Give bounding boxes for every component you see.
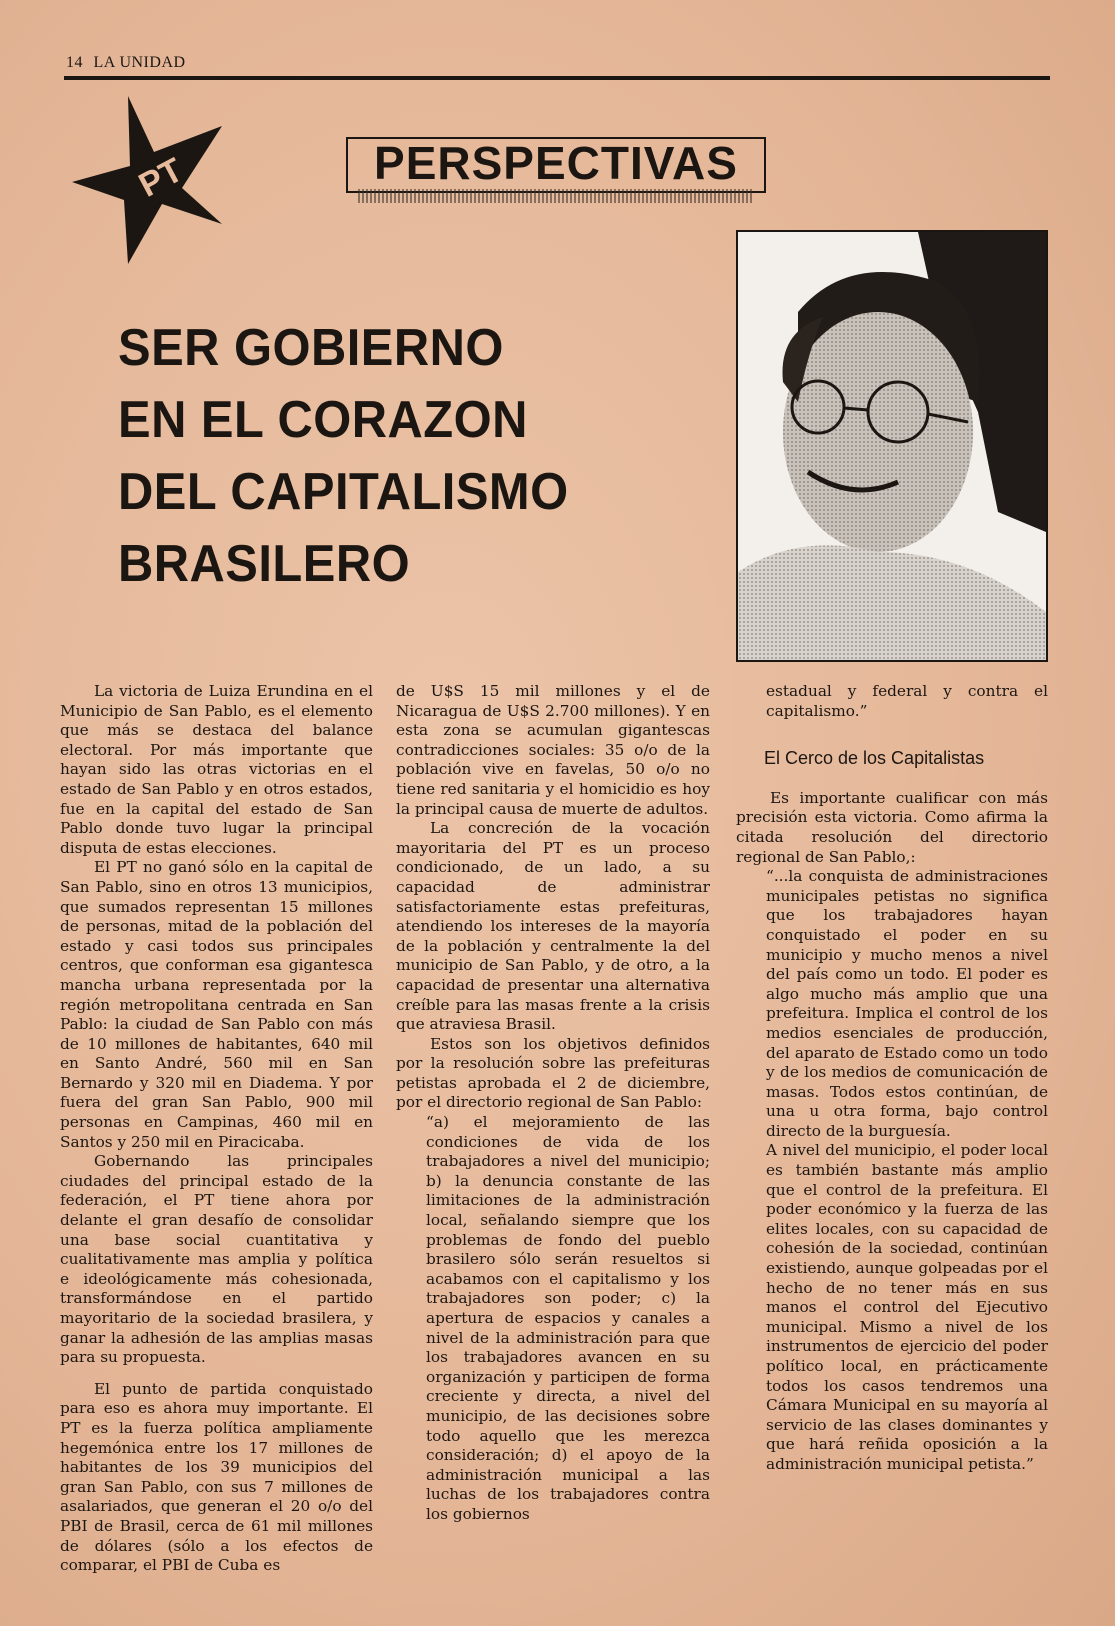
paragraph: El PT no ganó sólo en la capital de San Pablo, sino en otros 13 municipios, que sumados representan 15 millones de personas, mitad de la población del estado y casi todos sus principales centros, que conforman esa gigantesca mancha urbana representada por la región metropolitana centrada en San Pablo: la ciudad de San Pablo con más de 10 millones de habitantes, 640 mil en Santo André, 560 mil en San Bernardo y 320 mil en Diadema. Y por fuera del gran San Pablo, 900 mil personas en Campinas, 460 mil en Santos y 250 mil en Piracicaba. [60,858,373,1151]
paragraph: La victoria de Luiza Erundina en el Municipio de San Pablo, es el elemento que más se destaca del balance electoral. Por más importante que hayan sido las otras victorias en el estado de San Pablo y en otros estados, fue en la capital del estado de San Pablo donde tuvo lugar la principal disputa de estas elecciones. [60,682,373,857]
section-title: PERSPECTIVAS [374,137,738,189]
headline-line: SER GOBIERNO [118,319,504,377]
paragraph: Es importante cualificar con más precisión esta victoria. Como afirma la citada resolución del directorio regional de San Pablo,: [736,788,1048,866]
publication-name: LA UNIDAD [93,54,186,71]
paragraph: A nivel del municipio, el poder local es también bastante más amplio que el control de la prefeitura. El poder económico y la fuerza de las elites locales, con su capacidad de cohesión de la sociedad, continúan existiendo, aunque golpeadas por el hecho de no tener más en sus manos el control del Ejecutivo municipal. Mismo a nivel de los instrumentos de ejercicio del poder político local, en prácticamente todos los casos tendremos una Cámara Municipal en su mayoría al servicio de las clases dominantes y que hará reñida oposición a la administración municipal petista.” [766,1141,1048,1473]
paragraph: Estos son los objetivos definidos por la resolución sobre las prefeituras petistas aprobada el 2 de diciembre, por el directorio regional de San Pablo: [396,1034,710,1112]
page-number: 14 [66,54,83,71]
paragraph: estadual y federal y contra el capitalismo.” [766,682,1048,720]
paragraph: La concreción de la vocación mayoritaria del PT es un proceso condicionado, de un lado, a su capacidad de administrar satisfactoriamente estas prefeituras, atendiendo los intereses de la mayoría de la población y centralmente la del municipio de San Pablo, y de otro, a la capacidad de presentar una alternativa creíble para las masas frente a la crisis que atraviesa Brasil. [396,819,710,1034]
headline-line: DEL CAPITALISMO [118,463,569,521]
section-banner-shading [358,189,754,203]
paragraph: Gobernando las principales ciudades del principal estado de la federación, el PT tiene ahora por delante el gran desafío de consolidar una base social cuantitativa y cualitativamente mas amplia y política e ideológicamente más cohesionada, transformándose en el partido mayoritario de la sociedad brasilera, y ganar la adhesión de las amplias masas para su propuesta. [60,1152,373,1367]
article-column-3 [736,682,1048,1475]
article-column-1 [60,682,373,1576]
header-rule [64,76,1050,80]
article-headline [118,312,658,600]
quoted-resolution: “...la conquista de administraciones municipales petistas no significa que los trabajadores hayan conquistado el poder en su municipio y mucho menos a nivel del país como un todo. El poder es algo mucho más amplio que una prefeitura. Implica el control de los medios esenciales de producción, del aparato de Estado como un todo y de los medios de comunicación de masas. Todos estos continúan, de una u otra forma, bajo control directo de la burguesía. [766,867,1048,1140]
running-header [66,54,192,72]
headline-line: EN EL CORAZON [118,391,528,449]
article-column-2 [396,682,710,1525]
pt-star-logo [72,96,232,264]
section-banner [346,137,766,193]
paragraph: de U$S 15 mil millones y el de Nicaragua de U$S 2.700 millones). Y en esta zona se acumulan gigantescas contradicciones sociales: 35 o/o de la población vive en favelas, 50 o/o no tiene red sanitaria y el homicidio es hoy la principal causa de muerte de adultos. [396,682,710,818]
headline-line: BRASILERO [118,535,411,593]
portrait-image [738,232,1046,660]
article-subheading: El Cerco de los Capitalistas [764,748,985,769]
paragraph: El punto de partida conquistado para eso es ahora muy importante. El PT es la fuerza política ampliamente hegemónica entre los 17 millones de habitantes de los 39 municipios del gran San Pablo, con sus 7 millones de asalariados, que generan el 20 o/o del PBI de Brasil, cerca de 61 mil millones de dólares (sólo a los efectos de comparar, el PBI de Cuba es [60,1379,373,1575]
quoted-resolution: “a) el mejoramiento de las condiciones de vida de los trabajadores a nivel del municipio; b) la denuncia constante de las limitaciones de la administración local, señalando siempre que los problemas de fondo del pueblo brasilero sólo serán resueltos si acabamos con el capitalismo y los trabajadores son poder; c) la apertura de espacios y canales a nivel de la administración para que los trabajadores avancen en su organización y participen de forma creciente y directa, a nivel del municipio, de las decisiones sobre todo aquello que les merezca consideración; d) el apoyo de la administración municipal a las luchas de los trabajadores contra los gobiernos [426,1113,710,1523]
logo-text: PT [132,150,190,205]
portrait-photo [736,230,1048,662]
